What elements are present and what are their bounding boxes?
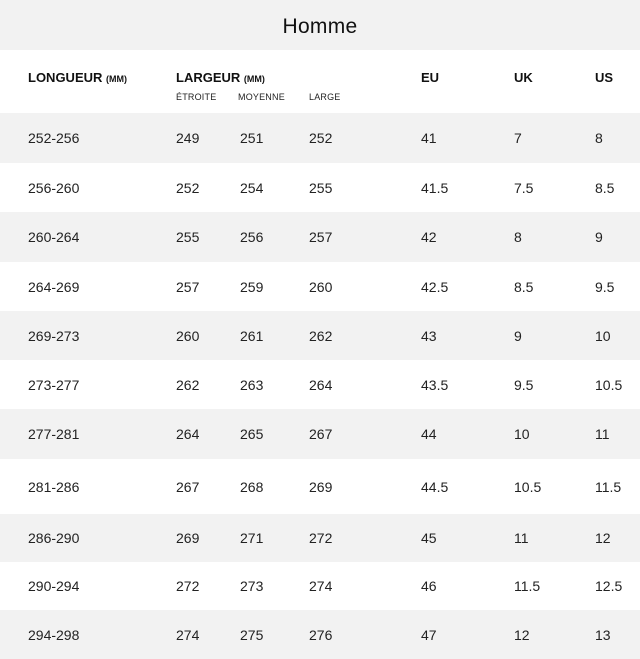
header-largeur-unit: (MM) [243, 74, 265, 84]
cell-etroite: 260 [176, 327, 200, 344]
header-uk: UK [514, 70, 533, 85]
table-row [0, 212, 640, 262]
cell-large: 252 [309, 130, 333, 146]
table-row [0, 409, 640, 459]
cell-us: 9.5 [595, 278, 615, 295]
cell-moyenne: 265 [240, 426, 264, 442]
cell-moyenne: 271 [240, 530, 264, 546]
table-header [0, 50, 640, 113]
cell-longueur: 260-264 [28, 229, 80, 245]
table-row [0, 360, 640, 409]
header-longueur [28, 70, 127, 85]
cell-eu: 42.5 [421, 278, 449, 295]
cell-us: 8.5 [595, 179, 615, 196]
cell-large: 274 [309, 578, 333, 594]
cell-uk: 7.5 [514, 179, 534, 196]
cell-eu: 41.5 [421, 179, 449, 196]
cell-us: 10.5 [595, 376, 623, 393]
table-row [0, 459, 640, 514]
cell-etroite: 274 [176, 626, 200, 643]
cell-etroite: 255 [176, 229, 200, 245]
cell-etroite: 257 [176, 278, 200, 295]
cell-uk: 10.5 [514, 478, 542, 495]
header-large: LARGE [309, 92, 341, 102]
cell-eu: 44 [421, 426, 437, 442]
header-longueur-label: LONGUEUR [28, 70, 103, 85]
header-eu: EU [421, 70, 440, 85]
table-row [0, 610, 640, 659]
table-row [0, 514, 640, 562]
cell-eu: 41 [421, 130, 437, 146]
cell-uk: 8 [514, 229, 522, 245]
cell-eu: 43 [421, 327, 437, 344]
page-title: Homme [282, 15, 358, 38]
cell-moyenne: 268 [240, 478, 264, 495]
cell-etroite: 262 [176, 376, 200, 393]
cell-eu: 42 [421, 229, 437, 245]
cell-eu: 45 [421, 530, 437, 546]
cell-large: 267 [309, 426, 333, 442]
cell-moyenne: 263 [240, 376, 264, 393]
cell-etroite: 249 [176, 130, 200, 146]
cell-longueur: 286-290 [28, 530, 80, 546]
header-moyenne: MOYENNE [238, 92, 285, 102]
cell-us: 8 [595, 130, 603, 146]
table-row [0, 262, 640, 311]
cell-longueur: 273-277 [28, 376, 80, 393]
cell-etroite: 272 [176, 578, 200, 594]
cell-large: 269 [309, 478, 333, 495]
cell-eu: 43.5 [421, 376, 449, 393]
cell-moyenne: 256 [240, 229, 264, 245]
cell-moyenne: 273 [240, 578, 264, 594]
table-row [0, 311, 640, 360]
cell-uk: 12 [514, 626, 530, 643]
header-longueur-unit: (MM) [106, 74, 128, 84]
table-row [0, 562, 640, 610]
cell-large: 272 [309, 530, 333, 546]
cell-large: 255 [309, 179, 333, 196]
title-bar [0, 0, 640, 50]
cell-large: 257 [309, 229, 333, 245]
cell-uk: 9.5 [514, 376, 534, 393]
cell-longueur: 294-298 [28, 626, 80, 643]
cell-us: 9 [595, 229, 603, 245]
cell-moyenne: 259 [240, 278, 264, 295]
cell-longueur: 290-294 [28, 578, 80, 594]
cell-uk: 11.5 [514, 578, 541, 594]
table-row [0, 113, 640, 163]
cell-large: 262 [309, 327, 333, 344]
cell-longueur: 269-273 [28, 327, 80, 344]
cell-eu: 44.5 [421, 478, 449, 495]
header-largeur-label: LARGEUR [176, 70, 241, 85]
cell-uk: 10 [514, 426, 530, 442]
cell-moyenne: 261 [240, 327, 264, 344]
header-us: US [595, 70, 614, 85]
header-largeur [176, 70, 265, 85]
cell-etroite: 267 [176, 478, 200, 495]
cell-longueur: 281-286 [28, 478, 80, 495]
cell-us: 11 [595, 426, 610, 442]
cell-moyenne: 251 [240, 130, 264, 146]
cell-large: 260 [309, 278, 333, 295]
cell-us: 13 [595, 626, 611, 643]
cell-moyenne: 254 [240, 179, 264, 196]
cell-moyenne: 275 [240, 626, 264, 643]
header-etroite: ÉTROITE [176, 92, 217, 102]
cell-longueur: 264-269 [28, 278, 80, 295]
cell-eu: 47 [421, 626, 437, 643]
cell-large: 264 [309, 376, 333, 393]
cell-uk: 11 [514, 530, 529, 546]
cell-longueur: 277-281 [28, 426, 80, 442]
cell-etroite: 264 [176, 426, 200, 442]
cell-etroite: 269 [176, 530, 200, 546]
cell-etroite: 252 [176, 179, 200, 196]
cell-uk: 9 [514, 327, 522, 344]
cell-uk: 7 [514, 130, 522, 146]
cell-us: 12 [595, 530, 611, 546]
cell-eu: 46 [421, 578, 437, 594]
cell-longueur: 252-256 [28, 130, 80, 146]
cell-us: 10 [595, 327, 611, 344]
cell-us: 12.5 [595, 578, 623, 594]
cell-longueur: 256-260 [28, 179, 80, 196]
cell-large: 276 [309, 626, 333, 643]
cell-uk: 8.5 [514, 278, 534, 295]
cell-us: 11.5 [595, 478, 622, 495]
table-row [0, 163, 640, 212]
